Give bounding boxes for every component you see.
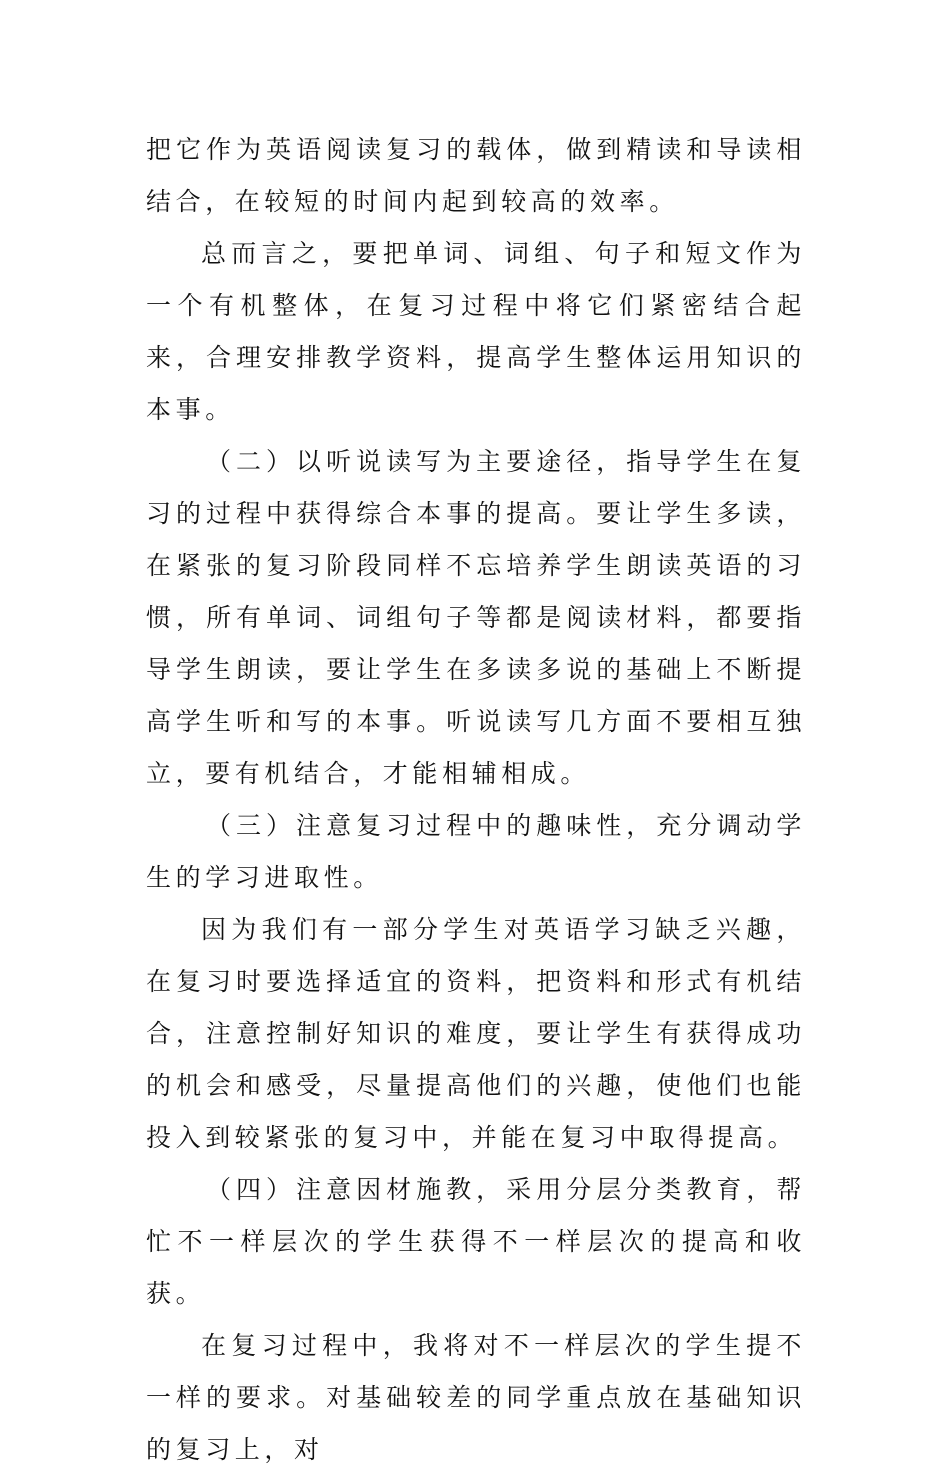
paragraph-continuation: 把它作为英语阅读复习的载体，做到精读和导读相结合，在较短的时间内起到较高的效率。 <box>146 135 806 216</box>
paragraph-section-two: （二）以听说读写为主要途径，指导学生在复习的过程中获得综合本事的提高。要让学生多读，在紧张的复习阶段同样不忘培养学生朗读英语的习惯，所有单词、词组句子等都是阅读材料，都要指导学生朗读，要让学生在多读多说的基础上不断提高学生听和写的本事。听说读写几方面不要相互独立，要有机结合，才能相辅相成。 <box>146 447 806 788</box>
paragraph-section-three: （三）注意复习过程中的趣味性，充分调动学生的学习进取性。 <box>146 811 806 892</box>
document-page <box>146 124 806 1476</box>
paragraph-layered-requirements: 在复习过程中，我将对不一样层次的学生提不一样的要求。对基础较差的同学重点放在基础知识的复习上，对 <box>146 1331 806 1464</box>
paragraph-interest: 因为我们有一部分学生对英语学习缺乏兴趣，在复习时要选择适宜的资料，把资料和形式有机结合，注意控制好知识的难度，要让学生有获得成功的机会和感受，尽量提高他们的兴趣，使他们也能投入到较紧张的复习中，并能在复习中取得提高。 <box>146 915 806 1152</box>
paragraph-summary: 总而言之，要把单词、词组、句子和短文作为一个有机整体，在复习过程中将它们紧密结合起来，合理安排教学资料，提高学生整体运用知识的本事。 <box>146 239 806 424</box>
paragraph-section-four: （四）注意因材施教，采用分层分类教育，帮忙不一样层次的学生获得不一样层次的提高和收获。 <box>146 1175 806 1308</box>
